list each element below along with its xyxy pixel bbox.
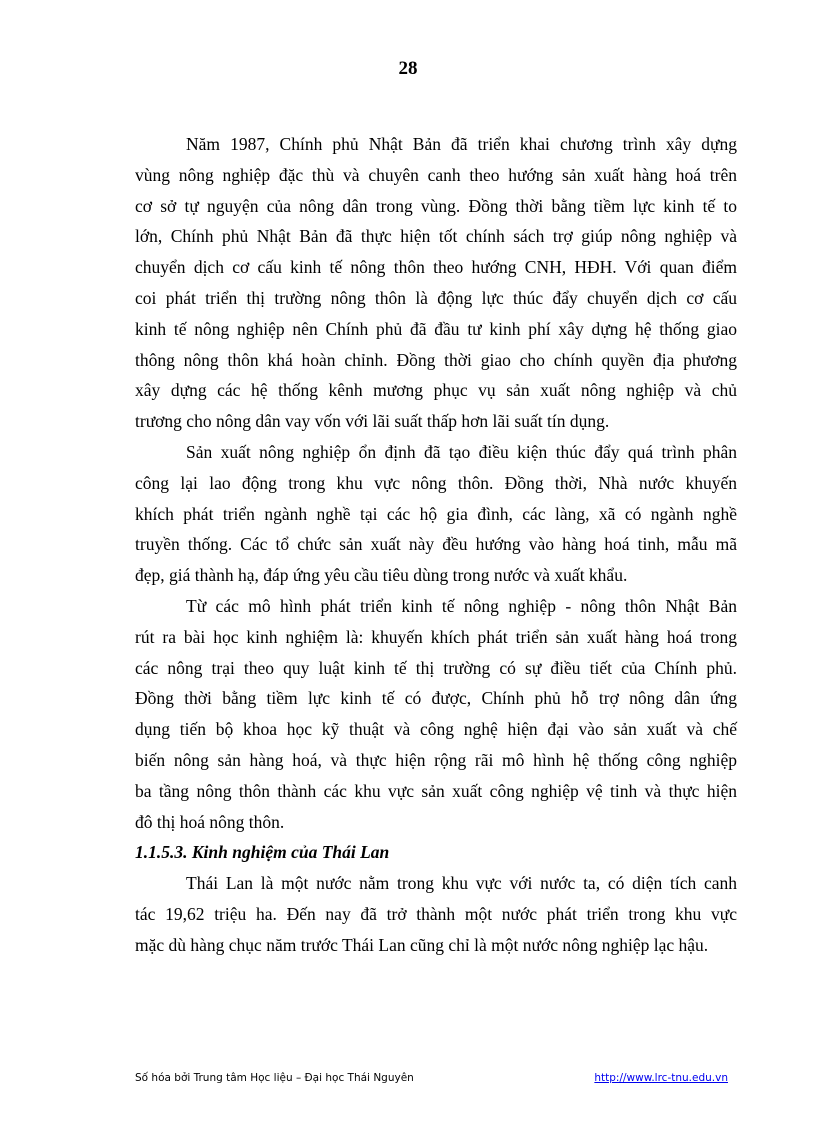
text-line: coi phát triển thị trường nông thôn là động lực thúc đẩy chuyển dịch cơ cấu xyxy=(135,287,737,308)
text-line: lớn, Chính phủ Nhật Bản đã thực hiện tốt chính sách trợ giúp nông nghiệp và xyxy=(135,226,737,247)
text-line: thông nông thôn khá hoàn chỉnh. Đồng thời giao cho chính quyền địa phương xyxy=(135,349,737,370)
page-number: 28 xyxy=(398,58,418,79)
text-line: công lại lao động trong khu vực nông thôn. Đồng thời, Nhà nước khuyến xyxy=(135,472,737,493)
text-line: truyền thống. Các tổ chức sản xuất này đều hướng vào hàng hoá tinh, mẫu mã xyxy=(135,534,737,555)
text-line: cơ sở tự nguyện của nông dân trong vùng. Đồng thời bằng tiềm lực kinh tế to xyxy=(135,195,737,216)
text-line: vùng nông nghiệp đặc thù và chuyên canh theo hướng sản xuất hàng hoá trên xyxy=(135,164,737,185)
text-line: khích phát triển ngành nghề tại các hộ gia đình, các làng, xã có ngành nghề xyxy=(135,503,737,524)
text-line: đẹp, giá thành hạ, đáp ứng yêu cầu tiêu dùng trong nước và xuất khẩu. xyxy=(135,565,628,586)
body-text xyxy=(135,129,737,961)
text-line: Thái Lan là một nước nằm trong khu vực với nước ta, có diện tích canh xyxy=(186,873,737,894)
text-line: mặc dù hàng chục năm trước Thái Lan cũng chỉ là một nước nông nghiệp lạc hậu. xyxy=(135,934,709,955)
text-line: Từ các mô hình phát triển kinh tế nông nghiệp - nông thôn Nhật Bản xyxy=(186,595,737,616)
text-line: rút ra bài học kinh nghiệm là: khuyến khích phát triển sản xuất hàng hoá trong xyxy=(135,626,737,647)
footer-link[interactable]: http://www.lrc-tnu.edu.vn xyxy=(594,1072,728,1084)
text-line: Năm 1987, Chính phủ Nhật Bản đã triển khai chương trình xây dựng xyxy=(186,134,737,154)
text-line: Đồng thời bằng tiềm lực kinh tế có được, Chính phủ hỗ trợ nông dân ứng xyxy=(135,688,737,709)
paragraph-2 xyxy=(135,437,737,591)
paragraph-1 xyxy=(135,129,737,437)
text-line: kinh tế nông nghiệp nên Chính phủ đã đầu tư kinh phí xây dựng hệ thống giao xyxy=(135,318,737,339)
paragraph-3 xyxy=(135,591,737,837)
footer-source: Số hóa bởi Trung tâm Học liệu – Đại học Thái Nguyên xyxy=(135,1072,414,1084)
paragraph-4 xyxy=(135,868,737,960)
section-heading: 1.1.5.3. Kinh nghiệm của Thái Lan xyxy=(135,842,390,863)
text-line: đô thị hoá nông thôn. xyxy=(135,811,285,832)
text-line: xây dựng các hệ thống kênh mương phục vụ sản xuất nông nghiệp và chủ xyxy=(135,380,737,401)
text-line: chuyển dịch cơ cấu kinh tế nông thôn theo hướng CNH, HĐH. Với quan điểm xyxy=(135,257,737,278)
text-line: biến nông sản hàng hoá, và thực hiện rộng rãi mô hình hệ thống công nghiệp xyxy=(135,749,737,770)
text-line: các nông trại theo quy luật kinh tế thị trường có sự điều tiết của Chính phủ. xyxy=(135,657,737,678)
text-line: ba tầng nông thôn thành các khu vực sản xuất công nghiệp vệ tinh và thực hiện xyxy=(135,780,737,801)
text-line: Sản xuất nông nghiệp ổn định đã tạo điều kiện thúc đẩy quá trình phân xyxy=(186,441,737,462)
text-line: tác 19,62 triệu ha. Đến nay đã trở thành một nước phát triển trong khu vực xyxy=(135,903,737,924)
text-line: dụng tiến bộ khoa học kỹ thuật và công nghệ hiện đại vào sản xuất và chế xyxy=(135,719,737,740)
text-line: trương cho nông dân vay vốn với lãi suất thấp hơn lãi suất tín dụng. xyxy=(135,411,610,432)
